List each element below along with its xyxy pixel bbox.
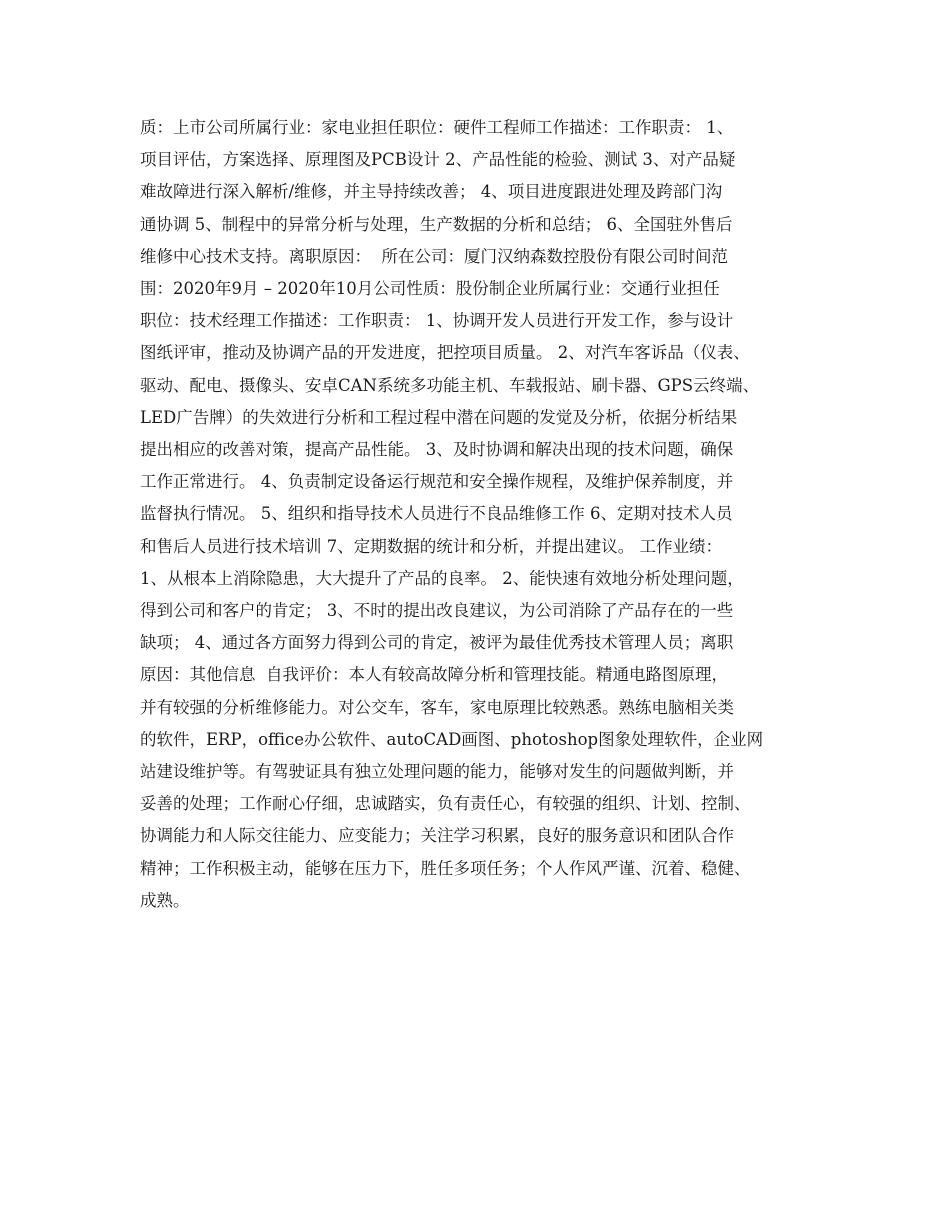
text-line: 监督执行情况。 5、组织和指导技术人员进行不良品维修工作 6、定期对技术人员 (140, 504, 733, 524)
text-line: 站建设维护等。有驾驶证具有独立处理问题的能力，能够对发生的问题做判断，并 (140, 762, 734, 782)
text-line: 项目评估，方案选择、原理图及PCB设计 2、产品性能的检验、测试 3、对产品疑 (140, 150, 736, 170)
text-line: 提出相应的改善对策，提高产品性能。 3、及时协调和解决出现的技术问题，确保 (140, 440, 734, 460)
text-line: 难故障进行深入解析/维修，并主导持续改善； 4、项目进度跟进处理及跨部门沟 (140, 182, 723, 202)
text-line: LED广告牌）的失效进行分析和工程过程中潜在问题的发觉及分析，依据分析结果 (140, 407, 738, 427)
text-line: 驱动、配电、摄像头、安卓CAN系统多功能主机、车载报站、刷卡器、GPS云终端、 (140, 375, 760, 395)
text-line: 图纸评审，推动及协调产品的开发进度，把控项目质量。 2、对汽车客诉品（仪表、 (140, 343, 750, 363)
text-line: 精神；工作积极主动，能够在压力下，胜任多项任务；个人作风严谨、沉着、稳健、 (140, 858, 751, 878)
text-line: 质：上市公司所属行业：家电业担任职位：硬件工程师工作描述：工作职责： 1、 (140, 118, 734, 137)
text-line: 工作正常进行。 4、负责制定设备运行规范和安全操作规程，及维护保养制度，并 (140, 472, 734, 492)
text-line: 缺项； 4、通过各方面努力得到公司的肯定，被评为最佳优秀技术管理人员；离职 (140, 633, 734, 653)
text-line: 围：2020年9月 – 2020年10月公司性质：股份制企业所属行业：交通行业担任 (140, 279, 720, 299)
text-line: 通协调 5、制程中的异常分析与处理，生产数据的分析和总结； 6、全国驻外售后 (140, 214, 733, 234)
text-line: 和售后人员进行技术培训 7、定期数据的统计和分析，并提出建议。 工作业绩： (140, 536, 722, 556)
text-line: 维修中心技术支持。离职原因： 所在公司：厦门汉纳森数控股份有限公司时间范 (140, 246, 728, 266)
text-line: 协调能力和人际交往能力、应变能力；关注学习积累，良好的服务意识和团队合作 (140, 826, 734, 846)
text-line: 得到公司和客户的肯定； 3、不时的提出改良建议，为公司消除了产品存在的一些 (140, 601, 734, 621)
text-line: 1、从根本上消除隐患，大大提升了产品的良率。 2、能快速有效地分析处理问题， (140, 568, 744, 588)
document-body-text (140, 112, 830, 917)
text-line: 成熟。 (140, 890, 190, 910)
text-line: 原因：其他信息 自我评价：本人有较高故障分析和管理技能。精通电路图原理， (140, 665, 728, 685)
text-line: 职位：技术经理工作描述：工作职责： 1、协调开发人员进行开发工作，参与设计 (140, 311, 734, 331)
text-line: 并有较强的分析维修能力。对公交车，客车，家电原理比较熟悉。熟练电脑相关类 (140, 697, 734, 717)
text-line: 妥善的处理；工作耐心仔细，忠诚踏实，负有责任心，有较强的组织、计划、控制、 (140, 794, 751, 814)
text-line: 的软件，ERP，office办公软件、autoCAD画图、photoshop图象处理软件，企业网 (140, 729, 764, 749)
